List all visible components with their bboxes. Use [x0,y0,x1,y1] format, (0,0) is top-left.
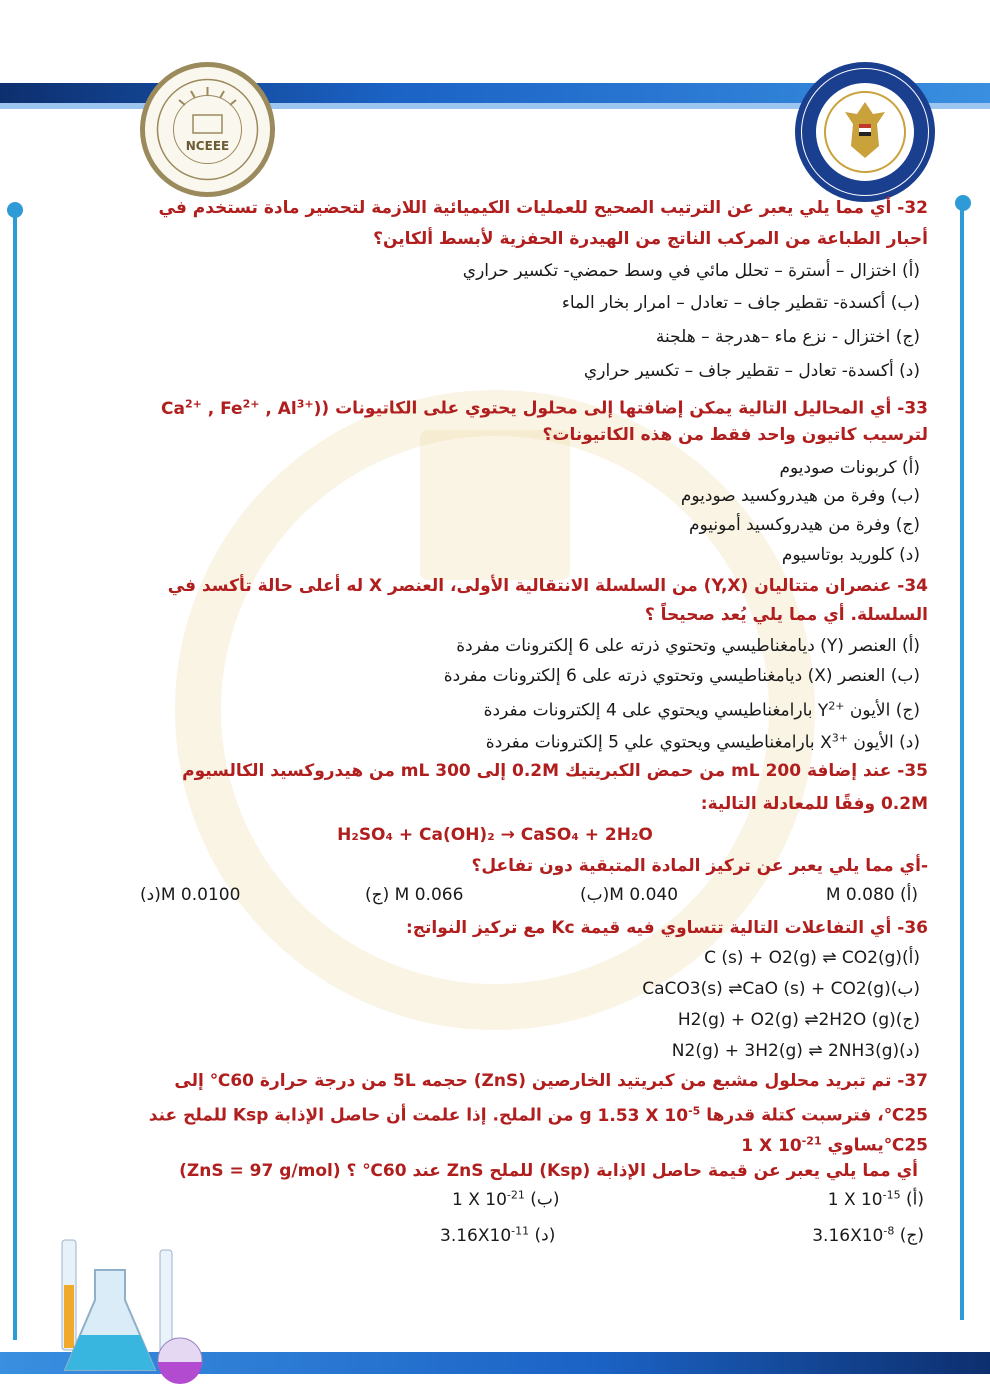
q33-option-b: (ب) وفرة من هيدروكسيد صوديوم [680,486,920,506]
q34-option-d-ion-group [820,733,848,753]
nceee-abbr: NCEEE [185,139,230,153]
left-frame-dot [7,202,23,218]
q34-option-a: (أ) العنصر (Y) ديامغناطيسي وتحتوي ذرته على 6 إلكترونات مفردة [456,636,920,656]
q33-option-d: (د) كلوريد بوتاسيوم [781,545,920,565]
q37-option-d-mantissa: 3.16X10 [440,1225,512,1246]
q37-option-a-value [828,1190,901,1210]
q34-option-c-charge: 2+ [828,699,845,712]
q37-option-a-exp: -15 [882,1188,901,1201]
right-frame-line [960,200,964,1320]
q33-option-c: (ج) وفرة من هيدروكسيد أمونيوم [688,515,920,535]
q34-option-c [484,694,920,723]
q37-option-c-exp: -8 [883,1224,895,1237]
q33-ion-ca: Ca [160,398,185,419]
q37-option-a-mantissa: 1 X 10 [827,1189,883,1210]
q37-option-c [812,1224,924,1246]
q37-line2-exp: -5 [688,1104,701,1117]
q37-option-d [440,1224,555,1246]
q33-ion-al: Al [277,398,297,419]
q37-option-b-exp: -21 [506,1188,525,1201]
q33-ion-fe: Fe [220,398,243,419]
q34-option-b: (ب) العنصر (X) ديامغناطيسي وتحتوي ذرته على 6 إلكترونات مفردة [443,666,920,686]
q34-option-d-post: بارامغناطيسي ويحتوي علي 5 إلكترونات مفردة [485,732,821,753]
q33-ion-al-charge: 3+ [296,397,314,410]
q34-line2: السلسلة. أي مما يلي يُعد صحيحاً ؟ [644,605,928,625]
q37-option-c-mantissa: 3.16X10 [812,1225,884,1246]
q32-line2: أحبار الطباعة من المركب الناتج من الهيدرة الحفزية لأبسط ألكاين؟ [373,229,928,249]
ministry-logo [795,62,935,202]
nceee-logo [140,62,275,197]
q37-line2-post: من الملح. إذا علمت أن حاصل الإذابة Ksp للملح عند [148,1105,580,1126]
q37-option-c-value [812,1226,894,1246]
q36-option-a: (أ)C (s) + O2(g) ⇌ CO2(g) [704,948,920,968]
q35-line2: 0.2M وفقًا للمعادلة التالية: [700,794,928,814]
q35-option-d: 0.0100 M(د) [140,885,241,905]
egypt-eagle-emblem-icon [801,68,929,196]
watermark-eagle-icon [420,430,570,580]
q37-line3-val: 1 X 10 [741,1135,802,1156]
q32-line1: 32- أي مما يلي يعبر عن الترتيب الصحيح للعمليات الكيميائية اللازمة لتحضير مادة تستخدم في [158,198,928,218]
left-frame-line [13,210,17,1340]
q37-line2 [149,1099,928,1128]
q37-option-b [452,1188,560,1210]
q35-option-a: (أ) 0.080 M [825,885,918,905]
q34-option-c-ion-group [818,701,845,721]
q32-option-b: (ب) أكسدة- تقطير جاف – تعادل – امرار بخار الماء [561,293,920,313]
q36-line1: 36- أي التفاعلات التالية تتساوي فيه قيمة Kc مع تركيز النواتج: [405,918,928,938]
q37-option-b-mantissa: 1 X 10 [452,1189,507,1210]
q37-option-a-label: (أ) [906,1189,924,1210]
q34-line1: 34- عنصران متتاليان (Y,X) من السلسلة الانتقالية الأولى، العنصر X له أعلى حالة تأكسد في [167,576,928,596]
q37-line2-pre: 25℃، فترسبت كتلة قدرها g [579,1105,928,1126]
q37-line2-mass-group [598,1106,701,1126]
right-frame-dot [955,195,971,211]
q37-question: أي مما يلي يعبر عن قيمة حاصل الإذابة (Ksp) للملح ZnS عند 60℃ ؟ (ZnS = 97 g/mol) [179,1161,918,1181]
q35-question: -أي مما يلي يعبر عن تركيز المادة المتبقية دون تفاعل؟ [471,856,928,876]
q34-option-c-ion: Y [817,700,829,721]
q36-option-b: (ب)CaCO3(s) ⇌CaO (s) + CO2(g) [642,979,920,999]
q37-option-c-label: (ج) [899,1225,924,1246]
q35-line1: 35- عند إضافة 200 mL من حمض الكبريتيك 0.2M إلى 300 mL من هيدروكسيد الكالسيوم [182,761,928,781]
q34-option-c-pre: (ج) الأيون [844,700,920,721]
q37-option-b-label: (ب) [530,1189,560,1210]
q36-option-c: (ج)H2(g) + O2(g) ⇌2H2O (g) [677,1010,920,1030]
q37-line3-ksp-group [741,1136,821,1156]
q33-option-a: (أ) كربونات صوديوم [779,458,920,478]
q32-option-d: (د) أكسدة- تعادل – تقطير جاف – تكسير حراري [583,361,920,381]
q37-option-d-label: (د) [534,1225,556,1246]
q33-line1 [161,392,928,421]
q32-option-a: (أ) اختزال – أسترة – تحلل مائي في وسط حمضي- تكسير حراري [462,261,920,281]
q33-ions: $Ca^{2+}$ , $Fe^{2+}$ , $Al^{3+}$) [160,397,322,419]
q35-option-b: 0.040 M(ب) [580,885,679,905]
q35-equation: H₂SO₄ + Ca(OH)₂ → CaSO₄ + 2H₂O [337,825,653,845]
q34-option-d [486,726,920,755]
q37-option-d-exp: -11 [511,1224,530,1237]
lab-flasks-icon [40,1230,210,1390]
q34-option-c-post: بارامغناطيسي ويحتوي على 4 إلكترونات مفردة [483,700,818,721]
q34-option-d-ion: X [820,732,832,753]
q33-ion-fe-charge: 2+ [242,397,260,410]
q37-line3-exp: -21 [801,1134,822,1147]
q33-line1-text: 33- أي المحاليل التالية يمكن إضافتها إلى محلول يحتوي على الكاتيونات ( [321,398,928,419]
q37-line1: 37- تم تبريد محلول مشبع من كبريتيد الخارصين (ZnS) حجمه 5L من درجة حرارة 60℃ إلى [174,1071,928,1091]
q36-option-d: (د)N2(g) + 3H2(g) ⇌ 2NH3(g) [671,1041,920,1061]
q33-ion-ca-charge: 2+ [184,397,202,410]
q34-option-d-charge: 3+ [831,731,848,744]
q32-option-c: (ج) اختزال - نزع ماء –هدرجة – هلجنة [655,327,920,347]
q35-option-c: 0.066 M (ج) [365,885,464,905]
q37-option-d-value [440,1226,529,1246]
q37-option-b-value [452,1190,525,1210]
q37-line3 [741,1129,928,1158]
q33-line2: لترسيب كاتيون واحد فقط من هذه الكاتيونات؟ [542,425,928,445]
nceee-emblem-icon [145,67,270,192]
q37-line3-pre: 25℃يساوي [821,1135,928,1156]
q37-line2-mass: 1.53 X 10 [597,1105,689,1126]
q37-option-a [828,1188,924,1210]
q34-option-d-pre: (د) الأيون [847,732,920,753]
